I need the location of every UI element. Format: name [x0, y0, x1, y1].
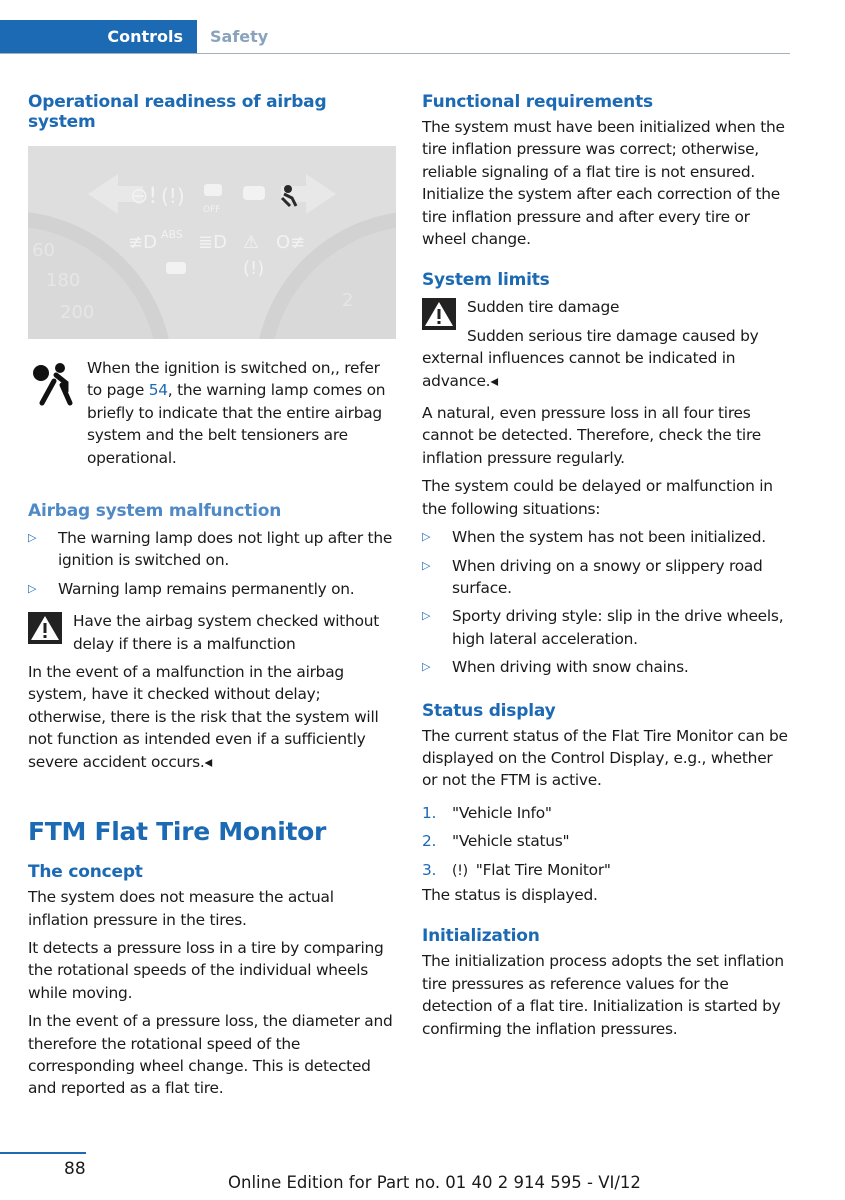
airbag-warning-text: Have the airbag system checked without delay if there is a malfunction [73, 612, 380, 653]
svg-text:⚠: ⚠ [243, 232, 260, 253]
airbag-lamp-text [28, 357, 396, 469]
ftm-heading: FTM Flat Tire Monitor [28, 817, 327, 847]
lamp-text-after: , the warning lamp comes on briefly to indicate that the entire airbag system and the belt tensioners are operational. [87, 381, 386, 467]
list-item [422, 830, 792, 852]
status-paragraph: The current status of the Flat Tire Monitor can be displayed on the Control Display, e.g., whether or not the FTM is active. [422, 726, 788, 790]
step-text: "Vehicle Info" [452, 803, 552, 822]
malfunction-item-text: Warning lamp remains permanently on. [58, 579, 355, 598]
dash-number-60: 60 [32, 240, 55, 261]
list-item [422, 555, 792, 600]
dash-number-180: 180 [46, 270, 81, 291]
malfunction-list [28, 527, 396, 600]
list-item [422, 656, 792, 678]
page-54-link[interactable]: 54 [148, 381, 168, 400]
list-item [28, 578, 396, 600]
edition-note: Online Edition for Part no. 01 40 2 914 595 - VI/12 [228, 1173, 641, 1192]
svg-text:(!): (!) [161, 184, 185, 208]
list-item [422, 526, 792, 548]
dash-off-label: OFF [203, 205, 221, 215]
right-column [422, 90, 792, 1040]
functional-requirements-paragraph: The system must have been initialized when the tire inflation pressure was correct; otherwise, reliable signaling of a flat tire is not ensured. Initialize the system after each correction of the tire inflation pressure and after every tire or wheel change. [422, 118, 785, 249]
svg-text:⊖!: ⊖! [130, 184, 158, 209]
limits-item-text: When driving with snow chains. [452, 658, 689, 677]
system-limits-heading: System limits [422, 270, 550, 291]
svg-text:O≢: O≢ [276, 232, 306, 253]
step-text: "Vehicle status" [452, 832, 570, 851]
airbag-warning-lamp-icon [32, 361, 74, 407]
warning-triangle-icon [28, 612, 62, 644]
triangle-bullet-icon: ▷ [422, 660, 431, 674]
dash-number-2: 2 [342, 290, 354, 311]
list-item [28, 527, 396, 572]
concept-paragraph-3: In the event of a pressure loss, the diameter and therefore the rotational speed of the corresponding wheel change. This is detected and reported as a flat tire. [28, 1012, 393, 1098]
limits-paragraph-1: A natural, even pressure loss in all four tires cannot be detected. Therefore, check the tire inflation pressure regularly. [422, 404, 761, 467]
malfunction-paragraph: In the event of a malfunction in the airbag system, have it checked without delay; otherwise, there is the risk that the system will not function as intended even if a sufficiently severe accident occurs.◂ [28, 663, 379, 771]
step-number: 1. [422, 803, 437, 822]
triangle-bullet-icon: ▷ [28, 581, 37, 595]
step-number: 3. [422, 860, 437, 879]
status-display-heading: Status display [422, 700, 556, 721]
tire-pressure-icon: (!) [452, 862, 468, 879]
triangle-bullet-icon: ▷ [422, 609, 431, 623]
limits-paragraph-2: The system could be delayed or malfunction in the following situations: [422, 477, 773, 518]
dash-abs-label: ABS [161, 228, 183, 241]
left-column [28, 90, 396, 1100]
tire-damage-text-span: Sudden serious tire damage caused by external influences cannot be indicated in advance.◂ [422, 326, 759, 390]
tab-controls[interactable]: Controls [0, 20, 197, 54]
limits-item-text: When the system has not been initialized. [452, 528, 766, 547]
dash-number-200: 200 [60, 302, 95, 323]
header-rule [0, 53, 790, 54]
list-item [422, 605, 792, 650]
concept-paragraph-1: The system does not measure the actual inflation pressure in the tires. [28, 888, 334, 929]
page-header [0, 20, 790, 54]
triangle-bullet-icon: ▷ [28, 531, 37, 545]
initialization-paragraph: The initialization process adopts the set inflation tire pressures as reference values for the detection of a flat tire. Initialization is started by confirming the inflation pressures. [422, 952, 784, 1038]
concept-paragraph-2: It detects a pressure loss in a tire by comparing the rotational speeds of the individual wheels while moving. [28, 938, 384, 1002]
dashboard-illustration [28, 146, 396, 339]
initialization-heading: Initialization [422, 926, 540, 947]
airbag-readiness-heading: Operational readiness of airbag system [28, 92, 327, 132]
limits-item-text: Sporty driving style: slip in the drive wheels, high lateral acceleration. [452, 607, 784, 648]
airbag-lamp-note [28, 357, 396, 469]
step-number: 2. [422, 832, 437, 851]
tire-damage-text [422, 325, 792, 392]
instrument-cluster-image [28, 146, 396, 339]
triangle-bullet-icon: ▷ [422, 558, 431, 572]
lamp-text-before: When the ignition is switched on,, refer to page [87, 359, 380, 400]
list-item [422, 802, 792, 824]
status-after-text: The status is displayed. [422, 885, 598, 904]
page-number: 88 [64, 1159, 86, 1179]
malfunction-heading: Airbag system malfunction [28, 501, 282, 522]
tire-damage-title: Sudden tire damage [467, 298, 620, 317]
limits-item-text: When driving on a snowy or slippery road surface. [452, 556, 763, 597]
limits-list [422, 526, 792, 678]
svg-text:≢D: ≢D [128, 232, 157, 253]
malfunction-item-text: The warning lamp does not light up after the ignition is switched on. [58, 529, 393, 570]
triangle-bullet-icon: ▷ [422, 530, 431, 544]
tire-damage-warning [422, 296, 792, 392]
concept-heading: The concept [28, 862, 143, 883]
svg-text:(!): (!) [243, 258, 265, 279]
svg-text:≣D: ≣D [198, 232, 227, 253]
tab-safety[interactable]: Safety [210, 27, 269, 46]
footer-rule [0, 1152, 86, 1154]
step-text: "Flat Tire Monitor" [475, 860, 611, 879]
airbag-warning-note [28, 610, 396, 655]
warning-triangle-icon [422, 298, 456, 330]
status-steps [422, 802, 792, 882]
list-item [422, 859, 792, 882]
functional-requirements-heading: Functional requirements [422, 92, 653, 112]
